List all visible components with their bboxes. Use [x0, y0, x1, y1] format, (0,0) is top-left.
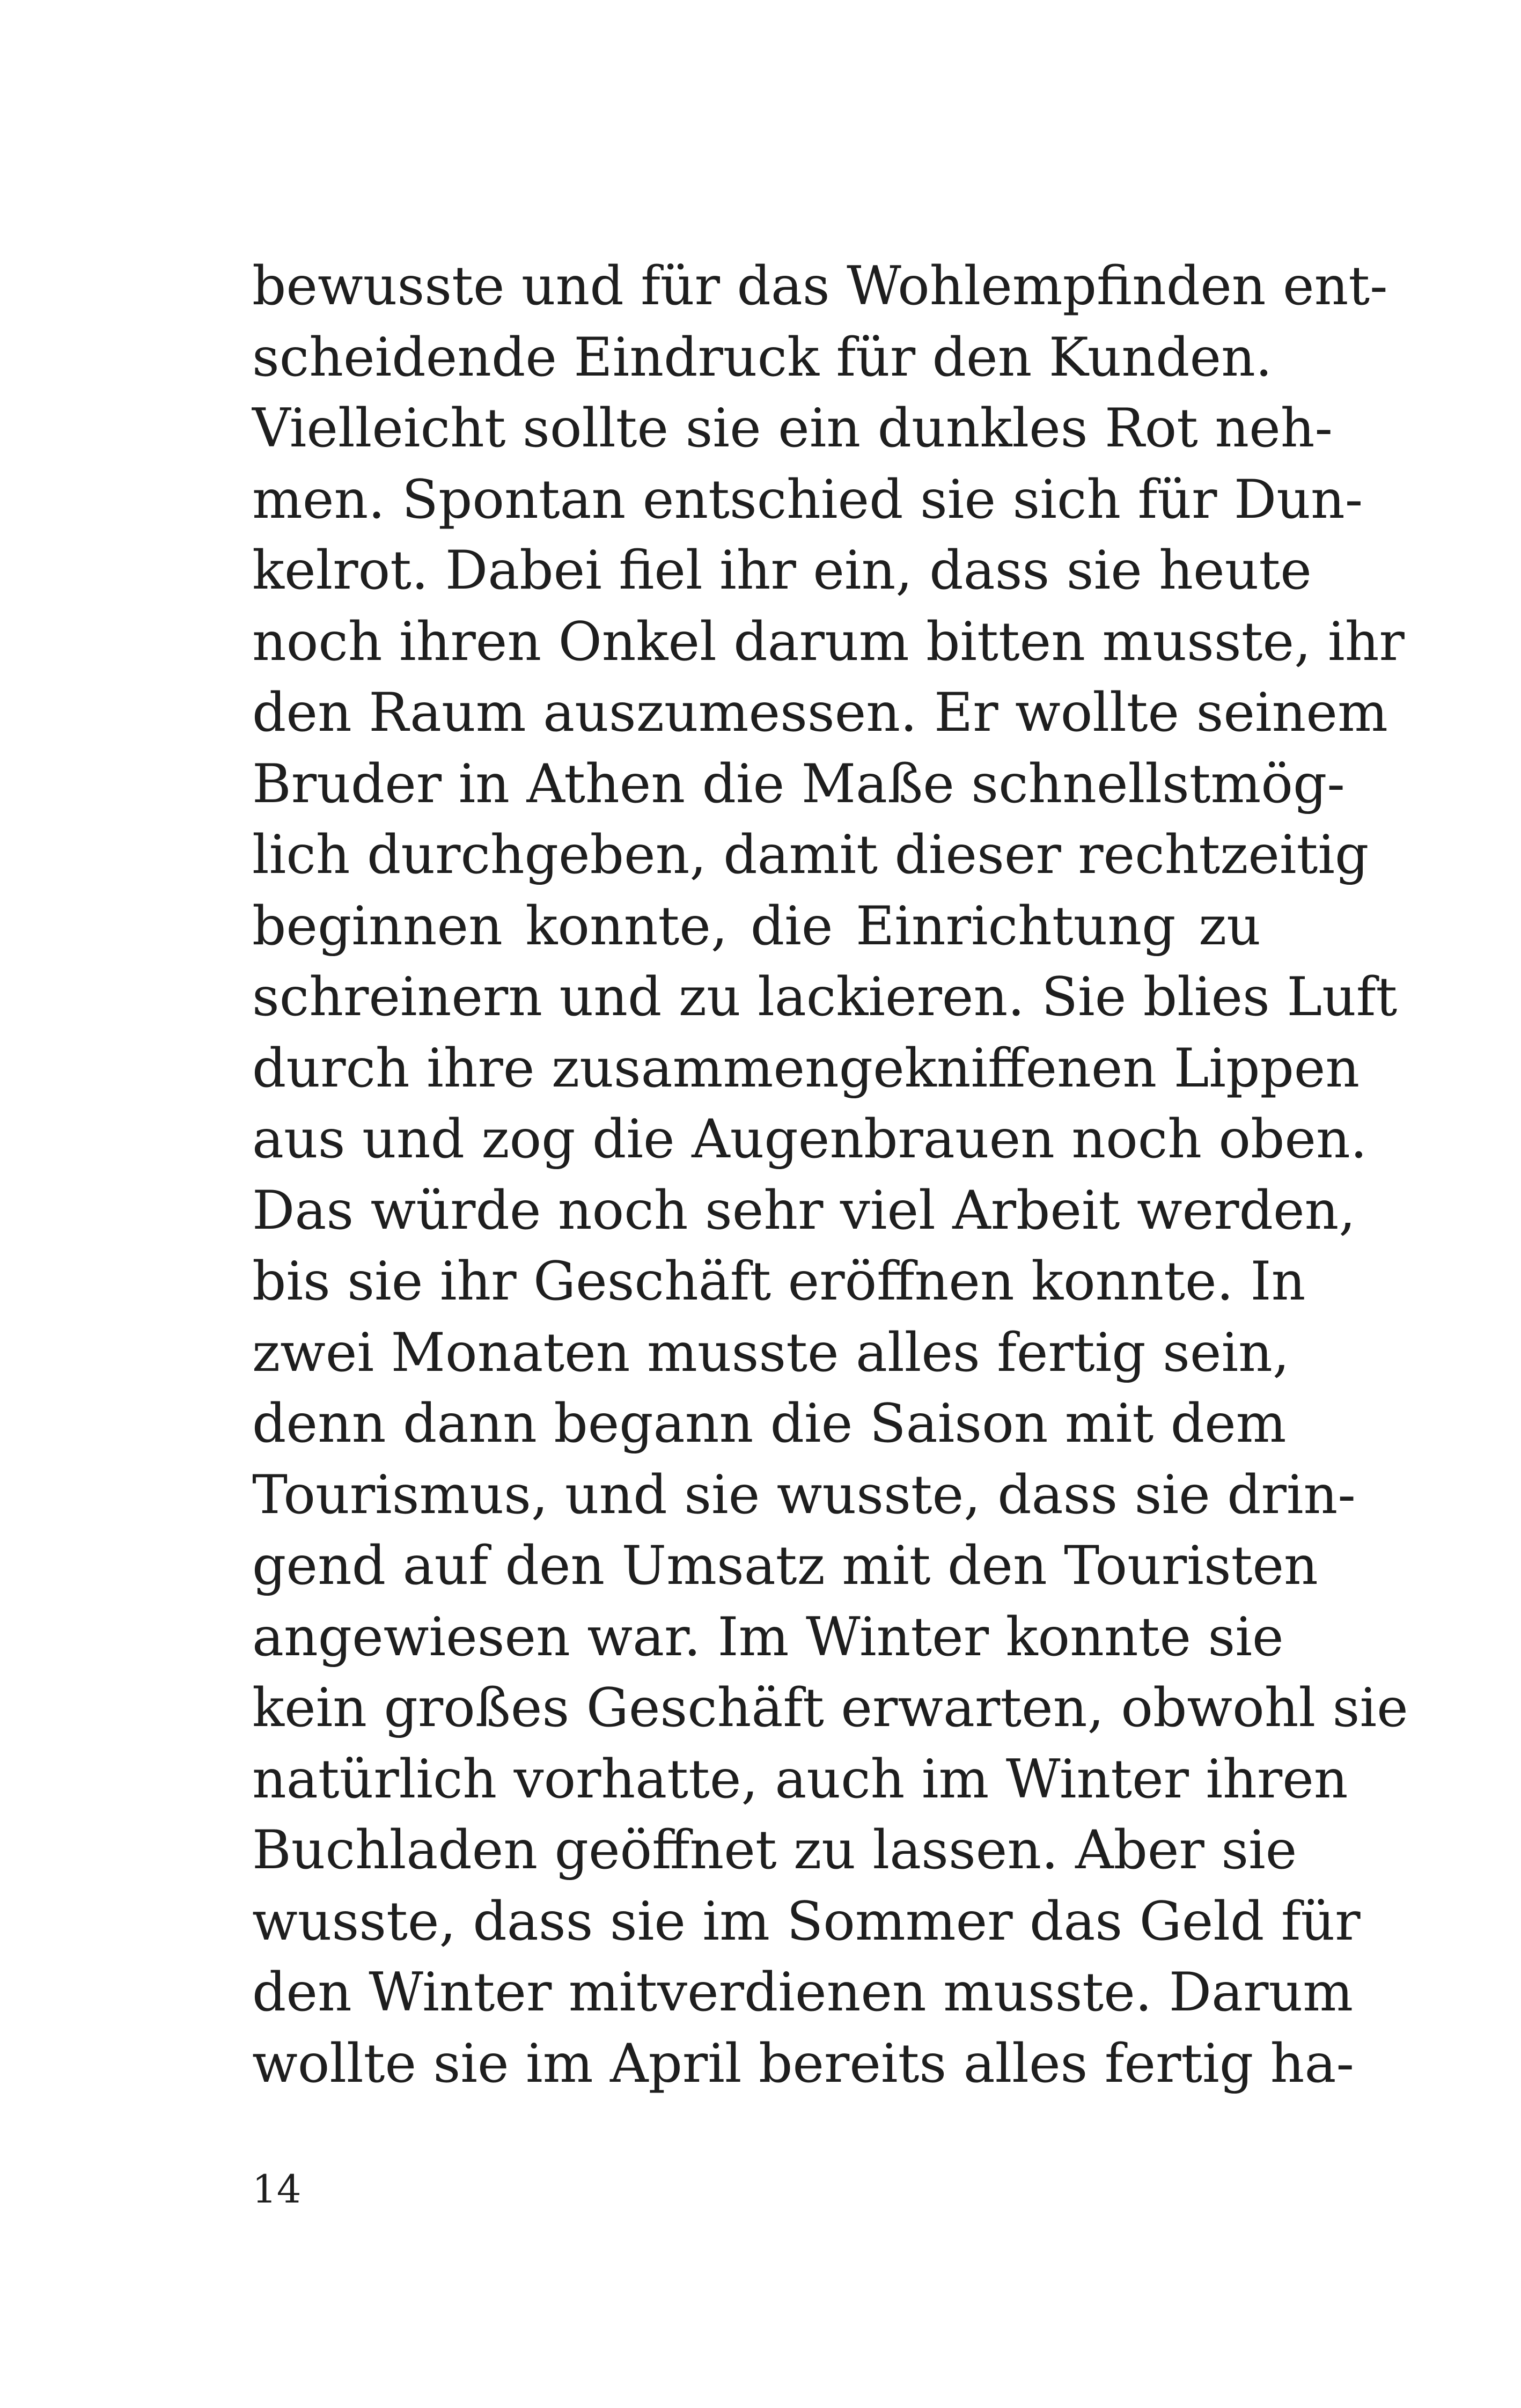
text-line: kelrot. Dabei fiel ihr ein, dass sie heute	[252, 540, 1312, 601]
text-line: durch ihre zusammengekniffenen Lippen	[252, 1037, 1360, 1099]
text-line: Tourismus, und sie wusste, dass sie drin-	[252, 1464, 1356, 1526]
text-line: Buchladen geöffnet zu lassen. Aber sie	[252, 1819, 1297, 1881]
text-line: bewusste und für das Wohlempfinden ent-	[252, 255, 1388, 317]
body-text	[252, 251, 1408, 2099]
text-line: Vielleicht sollte sie ein dunkles Rot neh-	[252, 398, 1333, 459]
text-line: wollte sie im April bereits alles fertig ha-	[252, 2032, 1354, 2095]
text-line: Bruder in Athen die Maße schnellstmög-	[252, 753, 1345, 815]
text-line: zwei Monaten musste alles fertig sein,	[252, 1322, 1290, 1384]
text-line: lich durchgeben, damit dieser rechtzeitig	[252, 824, 1369, 886]
text-line: kein großes Geschäft erwarten, obwohl sie	[252, 1677, 1408, 1739]
text-line: wusste, dass sie im Sommer das Geld für	[252, 1890, 1361, 1952]
text-line: noch ihren Onkel darum bitten musste, ihr	[252, 611, 1405, 673]
text-line: men. Spontan entschied sie sich für Dun-	[252, 468, 1363, 531]
page-number: 14	[252, 2167, 302, 2212]
text-line: schreinern und zu lackieren. Sie blies Luft	[252, 966, 1398, 1028]
text-line: beginnen konnte, die Einrichtung zu	[252, 895, 1261, 957]
text-line: denn dann begann die Saison mit dem	[252, 1393, 1287, 1455]
text-line: angewiesen war. Im Winter konnte sie	[252, 1606, 1284, 1668]
text-line: scheidende Eindruck für den Kunden.	[252, 326, 1273, 388]
text-line: aus und zog die Augenbrauen noch oben.	[252, 1108, 1368, 1170]
text-line: natürlich vorhatte, auch im Winter ihren	[252, 1748, 1348, 1810]
text-line: bis sie ihr Geschäft eröffnen konnte. In	[252, 1251, 1306, 1312]
text-line: Das würde noch sehr viel Arbeit werden,	[252, 1179, 1356, 1242]
text-line: den Raum auszumessen. Er wollte seinem	[252, 682, 1388, 744]
text-line: den Winter mitverdienen musste. Darum	[252, 1962, 1354, 2023]
text-line: gend auf den Umsatz mit den Touristen	[252, 1535, 1318, 1597]
